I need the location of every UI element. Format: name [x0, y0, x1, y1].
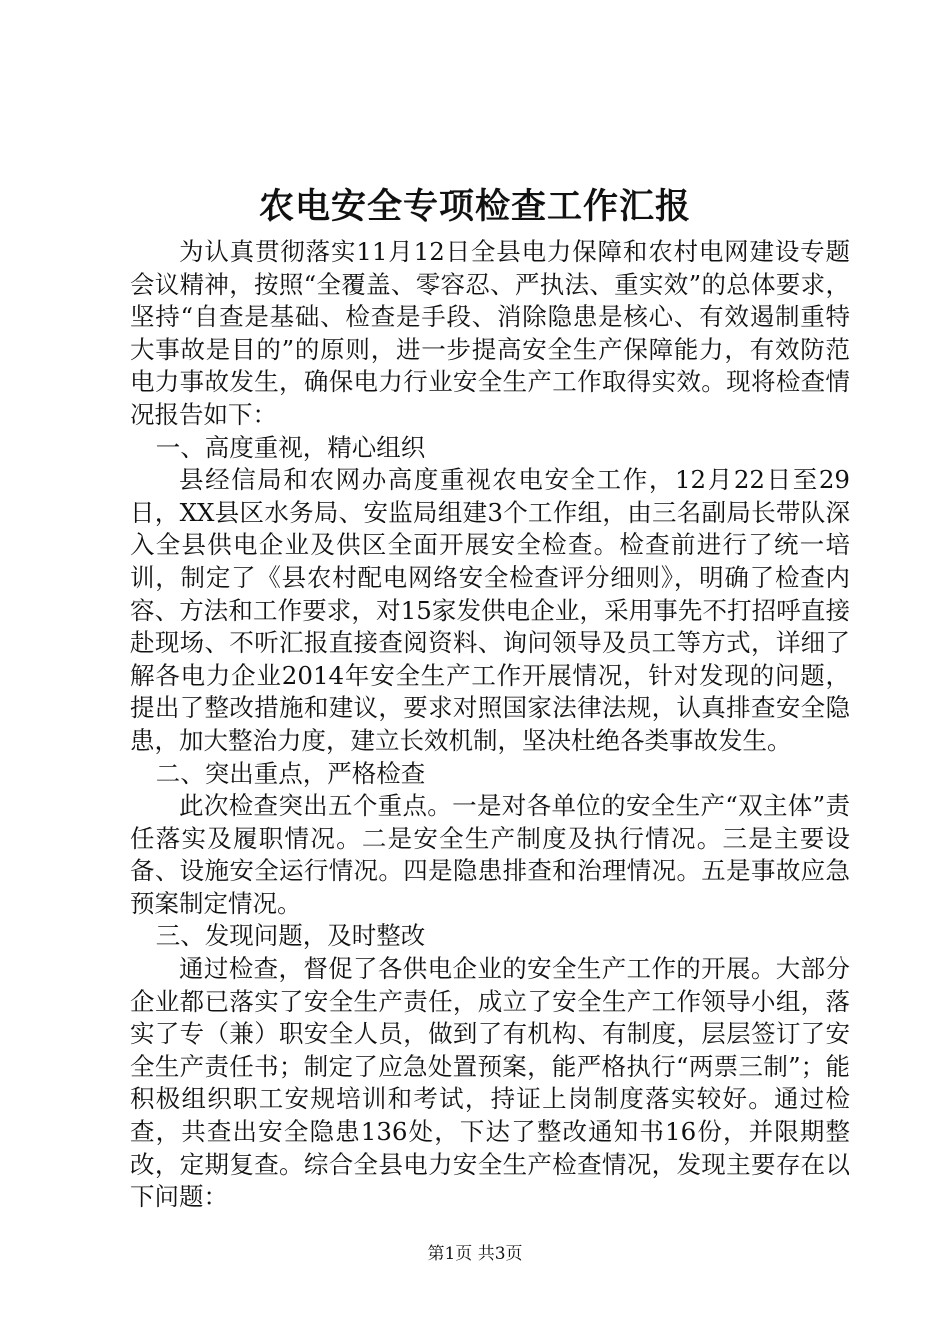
page-number-footer: 第1页 共3页 — [427, 1244, 523, 1264]
document-title: 农电安全专项检查工作汇报 — [258, 186, 691, 227]
section-heading-1: 一、高度重视，精心组织 — [155, 432, 426, 462]
document-body — [130, 236, 850, 1214]
section-3-paragraph: 通过检查，督促了各供电企业的安全生产工作的开展。大部分企业都已落实了安全生产责任，成立了安全生产工作领导小组，落实了专（兼）职安全人员，做到了有机构、有制度，层层签订了安全生产责任书；制定了应急处置预案，能严格执行“两票三制”；能积极组织职工安规培训和考试，持证上岗制度落实较好。通过检查，共查出安全隐患136处，下达了整改通知书16份，并限期整改，定期复查。综合全县电力安全生产检查情况，发现主要存在以下问题： — [130, 954, 850, 1212]
section-1-paragraph: 县经信局和农网办高度重视农电安全工作，12月22日至29日，XX县区水务局、安监局组建3个工作组，由三名副局长带队深入全县供电企业及供区全面开展安全检查。检查前进行了统一培训，制定了《县农村配电网络安全检查评分细则》，明确了检查内容、方法和工作要求，对15家发供电企业，采用事先不打招呼直接赴现场、不听汇报直接查阅资料、询问领导及员工等方式，详细了解各电力企业2014年安全生产工作开展情况，针对发现的问题，提出了整改措施和建议，要求对照国家法律法规，认真排查安全隐患，加大整治力度，建立长效机制，坚决杜绝各类事故发生。 — [130, 465, 850, 755]
section-heading-2: 二、突出重点，严格检查 — [155, 758, 426, 788]
intro-paragraph: 为认真贯彻落实11月12日全县电力保障和农村电网建设专题会议精神，按照“全覆盖、零容忍、严执法、重实效”的总体要求，坚持“自查是基础、检查是手段、消除隐患是核心、有效遏制重特大事故是目的”的原则，进一步提高安全生产保障能力，有效防范电力事故发生，确保电力行业安全生产工作取得实效。现将检查情况报告如下： — [130, 237, 850, 429]
section-2-paragraph: 此次检查突出五个重点。一是对各单位的安全生产“双主体”责任落实及履职情况。二是安全生产制度及执行情况。三是主要设备、设施安全运行情况。四是隐患排查和治理情况。五是事故应急预案制定情况。 — [130, 791, 850, 918]
section-heading-3: 三、发现问题，及时整改 — [155, 921, 426, 951]
